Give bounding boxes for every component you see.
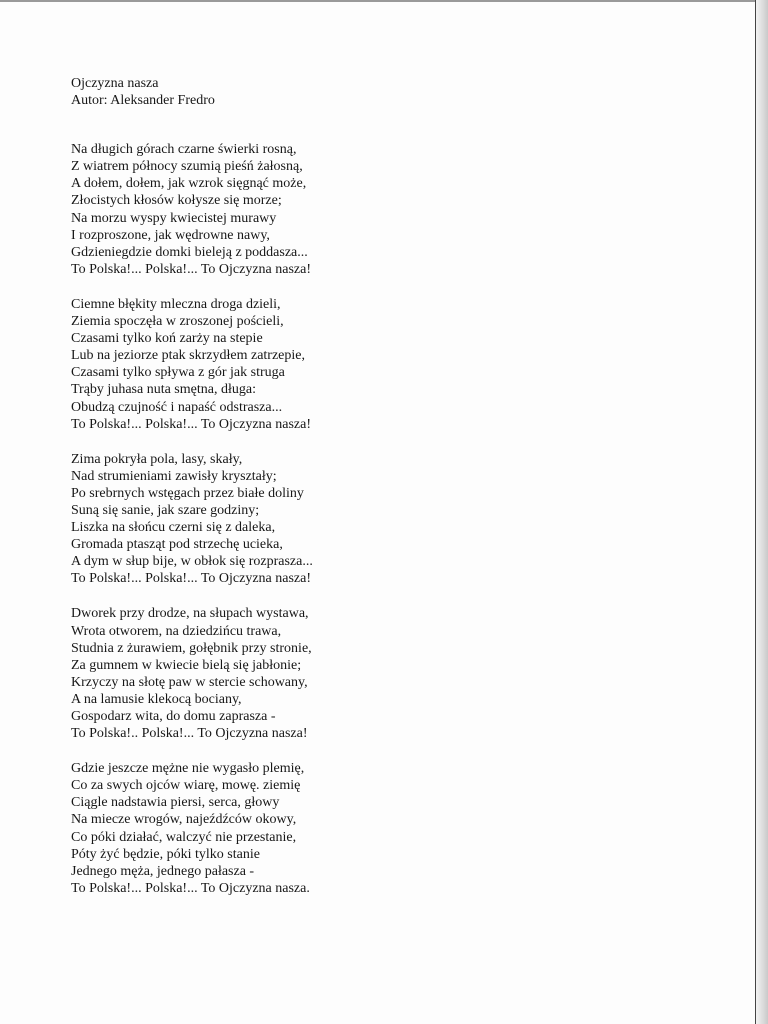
verse-line: Co póki działać, walczyć nie przestanie,: [71, 829, 297, 845]
verse-line: Co za swych ojców wiarę, mowę. ziemię: [71, 778, 301, 794]
verse-line: Jednego męża, jednego pałasza -: [71, 863, 255, 879]
stanza-1: [71, 141, 691, 278]
verse-line: Wrota otworem, na dziedzińcu trawa,: [71, 623, 282, 639]
verse-line: Trąby juhasa nuta smętna, długa:: [71, 382, 256, 398]
poem-title: Ojczyzna nasza: [71, 76, 159, 91]
poem-body: [71, 141, 691, 897]
stanza-4: [71, 605, 691, 742]
verse-line: Studnia z żurawiem, gołębnik przy stronie,: [71, 640, 312, 656]
verse-line: Na miecze wrogów, najeźdźców okowy,: [71, 812, 297, 828]
refrain-line: To Polska!... Polska!... To Ojczyzna nasza.: [71, 880, 310, 896]
verse-line: Gdzieniegdzie domki bieleją z poddasza...: [71, 244, 308, 260]
refrain-line: To Polska!... Polska!... To Ojczyzna nasza!: [71, 416, 312, 432]
verse-line: Po srebrnych wstęgach przez białe doliny: [71, 485, 304, 501]
verse-line: Z wiatrem północy szumią pieśń żałosną,: [71, 159, 303, 175]
stanza-5: [71, 760, 691, 897]
verse-line: Obudzą czujność i napaść odstrasza...: [71, 399, 283, 415]
verse-line: Suną się sanie, jak szare godziny;: [71, 502, 260, 518]
verse-line: Czasami tylko spływa z gór jak struga: [71, 365, 285, 381]
verse-line: Lub na jeziorze ptak skrzydłem zatrzepie,: [71, 348, 305, 364]
verse-line: Ziemia spoczęła w zroszonej pościeli,: [71, 314, 284, 330]
scan-right-edge: [755, 0, 768, 1024]
verse-line: Gdzie jeszcze mężne nie wygasło plemię,: [71, 761, 305, 777]
verse-line: Zima pokryła pola, lasy, skały,: [71, 451, 243, 467]
verse-line: I rozproszone, jak wędrowne nawy,: [71, 227, 270, 243]
stanza-3: [71, 451, 691, 588]
verse-line: Ciągle nadstawia piersi, serca, głowy: [71, 795, 280, 811]
refrain-line: To Polska!... Polska!... To Ojczyzna nasza!: [71, 261, 312, 277]
verse-line: Ciemne błękity mleczna droga dzieli,: [71, 296, 281, 312]
verse-line: Liszka na słońcu czerni się z daleka,: [71, 520, 276, 536]
verse-line: Gospodarz wita, do domu zaprasza -: [71, 709, 276, 724]
verse-line: Dworek przy drodze, na słupach wystawa,: [71, 606, 309, 622]
verse-line: Czasami tylko koń zarży na stepie: [71, 331, 263, 347]
verse-line: Nad strumieniami zawisły kryształy;: [71, 468, 277, 484]
refrain-line: To Polska!... Polska!... To Ojczyzna nasza!: [71, 571, 312, 587]
poem-author: Autor: Aleksander Fredro: [71, 93, 215, 109]
stanza-2: [71, 296, 691, 433]
verse-line: Na długich górach czarne świerki rosną,: [71, 142, 297, 158]
verse-line: A na lamusie klekocą bociany,: [71, 691, 242, 707]
verse-line: Złocistych kłosów kołysze się morze;: [71, 193, 282, 209]
verse-line: Na morzu wyspy kwiecistej murawy: [71, 210, 277, 226]
verse-line: Za gumnem w kwiecie bielą się jabłonie;: [71, 657, 302, 673]
verse-line: A dym w słup bije, w obłok się rozprasza...: [71, 554, 313, 570]
verse-line: Krzyczy na słotę paw w stercie schowany,: [71, 674, 308, 690]
verse-line: Gromada ptasząt pod strzechę ucieka,: [71, 537, 283, 553]
verse-line: A dołem, dołem, jak wzrok sięgnąć może,: [71, 176, 307, 192]
verse-line: Póty żyć będzie, póki tylko stanie: [71, 846, 260, 862]
refrain-line: To Polska!.. Polska!... To Ojczyzna nasza!: [71, 726, 308, 742]
scan-top-edge: [0, 0, 768, 2]
poem-header: [71, 75, 691, 109]
poem-document: [71, 75, 691, 897]
